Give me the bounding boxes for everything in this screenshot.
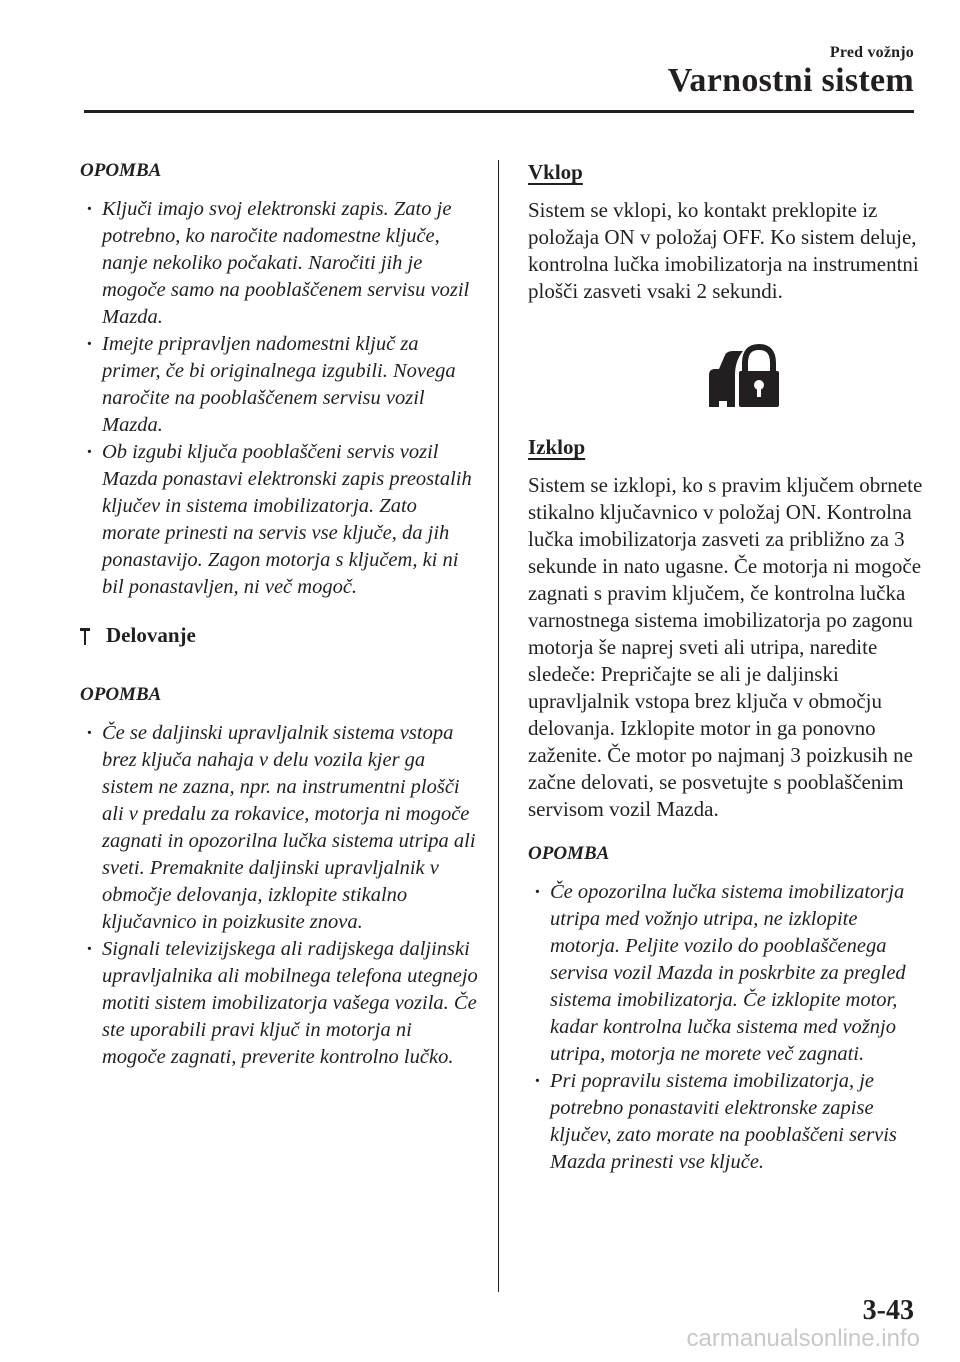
- section-marker-icon: [80, 627, 90, 645]
- note-label: OPOMBA: [80, 160, 162, 181]
- section-heading: [80, 623, 480, 648]
- list-item: · Pri popravilu sistema imobilizatorja, je potrebno ponastaviti elektronske zapise ključev, zato morate na pooblaščeni servis Mazda prinesti vse ključe.: [528, 1068, 928, 1176]
- header-section-name: Pred vožnjo: [829, 44, 914, 61]
- list-item: · Ključi imajo svoj elektronski zapis. Zato je potrebno, ko naročite nadomestne ključe, nanje nekoliko počakati. Naročiti jih je mogoče samo na pooblaščenem servisu vozil Mazda.: [80, 196, 480, 331]
- paragraph: Sistem se vklopi, ko kontakt preklopite iz položaja ON v položaj OFF. Ko sistem deluje, kontrolna lučka imobilizatorja na instrumentni plošči zasveti vsaki 2 sekundi.: [528, 198, 919, 303]
- header-rule: [84, 110, 914, 113]
- left-column: [80, 160, 480, 1071]
- list-item: · Imejte pripravljen nadomestni ključ za primer, če bi originalnega izgubili. Novega naročite na pooblaščenem servisu vozil Mazda.: [80, 331, 480, 439]
- section-title: Delovanje: [106, 623, 196, 647]
- car-lock-icon: [528, 341, 928, 409]
- note-list: [80, 720, 480, 1071]
- column-divider: [498, 160, 499, 1292]
- page-title: Varnostni sistem: [667, 62, 914, 99]
- list-item: · Signali televizijskega ali radijskega daljinski upravljalnika ali mobilnega telefona utegnejo motiti sistem imobilizatorja vašega vozila. Če ste uporabili pravi ključ in motorja ni mogoče zagnati, preverite kontrolno lučko.: [80, 936, 480, 1071]
- subsection-title-izklop: Izklop: [528, 435, 586, 459]
- page-number: 3-43: [862, 1295, 914, 1326]
- list-item: · Če opozorilna lučka sistema imobilizatorja utripa med vožnjo utripa, ne izklopite motorja. Peljite vozilo do pooblaščenega servisa vozil Mazda in poskrbite za pregled sistema imobilizatorja. Če izklopite motor, kadar kontrolna lučka sistema med vožnjo utripa, motorja ne morete več zagnati.: [528, 879, 928, 1068]
- note-label: OPOMBA: [528, 843, 610, 864]
- list-item: · Če se daljinski upravljalnik sistema vstopa brez ključa nahaja v delu vozila kjer ga sistem ne zazna, npr. na instrumentni plošči ali v predalu za rokavice, motorja ni mogoče zagnati in opozorilna lučka sistema utripa ali sveti. Premaknite daljinski upravljalnik v območje delovanja, izklopite stikalno ključavnico in poizkusite znova.: [80, 720, 480, 936]
- note-list: [80, 196, 480, 601]
- watermark: carmanualsonline.info: [686, 1325, 920, 1352]
- paragraph: Sistem se izklopi, ko s pravim ključem obrnete stikalno ključavnico v položaj ON. Kontrolna lučka imobilizatorja zasveti za približno za 3 sekunde in nato ugasne. Če motorja ni mogoče zagnati s pravim ključem, če kontrolna lučka varnostnega sistema imobilizatorja po zagonu motorja še naprej sveti ali utripa, naredite sledeče: Prepričajte se ali je daljinski upravljalnik vstopa brez ključa v območju delovanja. Izklopite motor in ga ponovno zaženite. Če motor po najmanj 3 poizkusih ne začne delovati, se posvetujte s pooblaščenim servisom vozil Mazda.: [528, 473, 923, 821]
- note-label: OPOMBA: [80, 684, 162, 705]
- list-item: · Ob izgubi ključa pooblaščeni servis vozil Mazda ponastavi elektronski zapis preostalih ključev in sistema imobilizatorja. Zato morate prinesti na servis vse ključe, da jih ponastavijo. Zagon motorja s ključem, ki ni bil ponastavljen, ni več mogoč.: [80, 439, 480, 601]
- subsection-title-vklop: Vklop: [528, 160, 583, 184]
- right-column: [528, 160, 928, 1176]
- note-list: [528, 879, 928, 1176]
